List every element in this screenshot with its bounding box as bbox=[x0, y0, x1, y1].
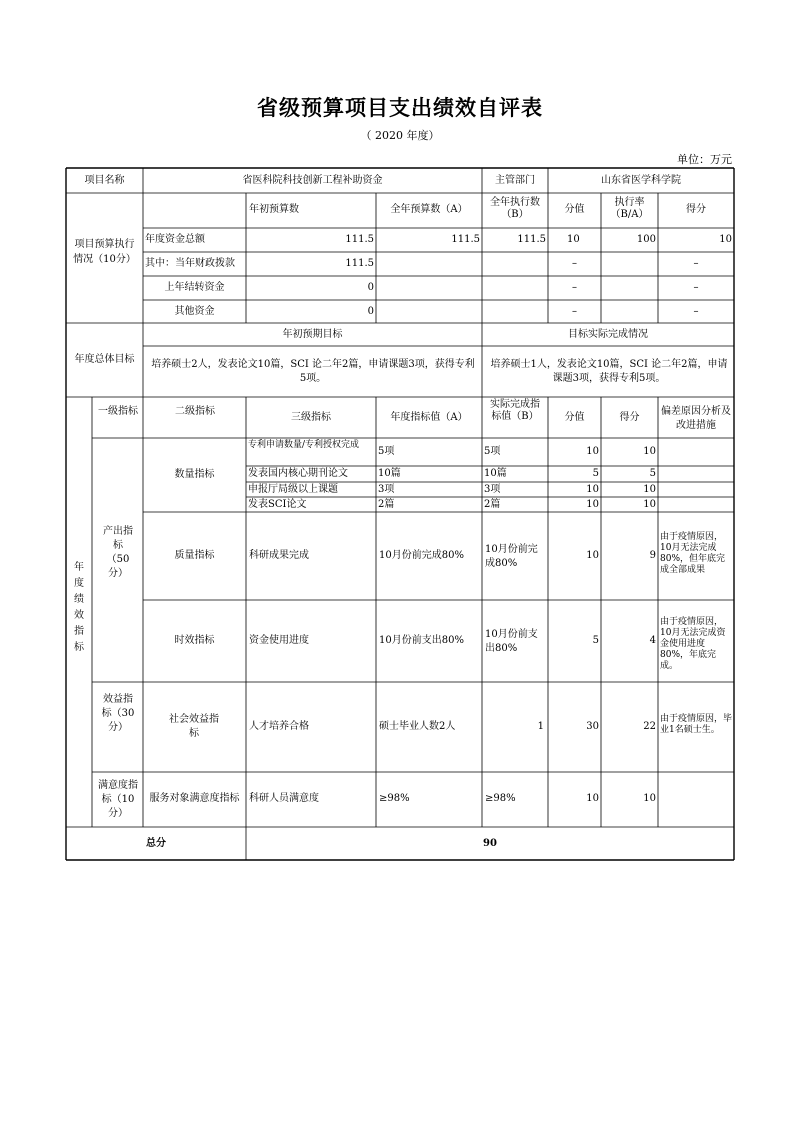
perf-section-label: 年度绩效指标 bbox=[74, 562, 84, 653]
goals-expected-text: 培养硕士2人，发表论文10篇，SCI 论二年2篇，申请课题3项，获得专利5项。 bbox=[151, 359, 475, 384]
social-row-score: 30 bbox=[586, 721, 599, 732]
timeliness-row-score: 5 bbox=[592, 635, 599, 646]
budget-row-score: – bbox=[572, 282, 577, 293]
budget-col-score: 分值 bbox=[564, 204, 585, 215]
quantity-row-name: 发表国内核心期刊论文 bbox=[248, 468, 348, 479]
budget-row-initial: 0 bbox=[367, 282, 374, 293]
social-row-got: 22 bbox=[643, 721, 656, 732]
quantity-row-target: 2篇 bbox=[378, 499, 395, 510]
budget-row-score: – bbox=[572, 258, 577, 269]
budget-row-score: 10 bbox=[567, 234, 580, 245]
budget-row-full: 111.5 bbox=[451, 234, 480, 245]
goals-section-label: 年度总体目标 bbox=[74, 354, 135, 365]
report-year: （ 2020 年度） bbox=[360, 129, 440, 142]
project-name-value: 省医科院科技创新工程补助资金 bbox=[242, 175, 383, 186]
social-row-name: 人才培养合格 bbox=[249, 721, 309, 732]
budget-row-label: 其他资金 bbox=[174, 306, 215, 317]
social-row-target: 硕士毕业人数2人 bbox=[379, 721, 456, 732]
service-indicator-label: 服务对象满意度指标 bbox=[149, 793, 240, 804]
timeliness-row-reason: 由于疫情原因，10月无法完成资金使用进度80%，年底完成。 bbox=[660, 617, 726, 671]
budget-col-rate: 执行率（B/A） bbox=[610, 197, 649, 220]
goals-expected-label: 年初预期目标 bbox=[282, 329, 343, 340]
timeliness-row-name: 资金使用进度 bbox=[249, 635, 309, 646]
timeliness-row-got: 4 bbox=[649, 635, 656, 646]
budget-row-initial: 0 bbox=[367, 306, 374, 317]
quantity-row-score: 10 bbox=[586, 446, 599, 457]
total-value: 90 bbox=[483, 838, 497, 849]
quantity-row-got: 5 bbox=[649, 468, 656, 479]
quantity-row-score: 10 bbox=[586, 499, 599, 510]
quality-row-reason: 由于疫情原因，10月无法完成80%，但年底完成全部成果 bbox=[660, 532, 726, 575]
service-row-target: ≥98% bbox=[379, 793, 410, 804]
quantity-row-actual: 2篇 bbox=[484, 499, 501, 510]
quantity-row-got: 10 bbox=[643, 446, 656, 457]
budget-row-initial: 111.5 bbox=[345, 258, 374, 269]
perf-header-level1: 一级指标 bbox=[98, 406, 138, 417]
budget-row-got: – bbox=[693, 258, 699, 269]
quantity-row-got: 10 bbox=[643, 499, 656, 510]
dept-value: 山东省医学科学院 bbox=[601, 175, 681, 186]
quantity-row-name: 申报厅局级以上课题 bbox=[248, 484, 338, 495]
output-indicator-label: 产出指标（50分） bbox=[103, 526, 133, 579]
budget-row-rate: 100 bbox=[636, 234, 656, 245]
quality-indicator-label: 质量指标 bbox=[174, 550, 215, 561]
quantity-row-score: 5 bbox=[592, 468, 599, 479]
social-indicator-label: 社会效益指标 bbox=[169, 714, 219, 739]
quantity-row-actual: 3项 bbox=[484, 484, 501, 495]
quality-row-score: 10 bbox=[586, 550, 599, 561]
project-name-label: 项目名称 bbox=[84, 175, 125, 186]
timeliness-row-actual: 10月份前支出80% bbox=[485, 629, 538, 654]
budget-row-label: 其中：当年财政拨款 bbox=[145, 258, 235, 269]
budget-row-got: 10 bbox=[719, 234, 732, 245]
social-row-reason: 由于疫情原因，毕业1名硕士生。 bbox=[660, 714, 733, 735]
budget-section-label: 项目预算执行情况（10分） bbox=[73, 239, 136, 265]
perf-header-level2: 二级指标 bbox=[175, 406, 215, 417]
perf-header-score: 分值 bbox=[564, 412, 585, 423]
quality-row-got: 9 bbox=[649, 550, 656, 561]
quality-row-target: 10月份前完成80% bbox=[379, 550, 464, 561]
budget-col-full: 全年预算数（A） bbox=[390, 204, 468, 215]
quality-row-name: 科研成果完成 bbox=[249, 550, 309, 561]
quantity-row-score: 10 bbox=[586, 484, 599, 495]
unit-label: 单位：万元 bbox=[677, 153, 732, 166]
benefit-indicator-label: 效益指标（30分） bbox=[101, 694, 135, 733]
quantity-row-name: 发表SCI论文 bbox=[248, 499, 307, 510]
quantity-row-name: 专利申请数量/专利授权完成 bbox=[248, 440, 360, 450]
budget-col-got: 得分 bbox=[686, 204, 706, 215]
quantity-row-actual: 10篇 bbox=[484, 468, 507, 479]
perf-header-reason: 偏差原因分析及改进措施 bbox=[661, 406, 731, 431]
dept-label: 主管部门 bbox=[495, 175, 535, 186]
quantity-row-actual: 5项 bbox=[484, 446, 501, 457]
service-row-actual: ≥98% bbox=[485, 793, 516, 804]
quantity-row-got: 10 bbox=[643, 484, 656, 495]
budget-row-got: – bbox=[693, 282, 699, 293]
budget-row-initial: 111.5 bbox=[345, 234, 374, 245]
social-row-actual: 1 bbox=[537, 721, 544, 732]
budget-col-exec: 全年执行数（B） bbox=[490, 197, 540, 220]
budget-col-initial: 年初预算数 bbox=[249, 204, 299, 215]
budget-row-exec: 111.5 bbox=[517, 234, 546, 245]
page-title: 省级预算项目支出绩效自评表 bbox=[257, 95, 543, 120]
service-row-got: 10 bbox=[643, 793, 656, 804]
goals-actual-label: 目标实际完成情况 bbox=[568, 329, 648, 340]
perf-header-actual: 实际完成指标值（B） bbox=[490, 399, 540, 422]
perf-header-target: 年度指标值（A） bbox=[390, 412, 468, 423]
quantity-indicator-label: 数量指标 bbox=[174, 469, 215, 480]
quality-row-actual: 10月份前完成80% bbox=[485, 544, 538, 569]
budget-row-score: – bbox=[572, 306, 577, 317]
timeliness-row-target: 10月份前支出80% bbox=[379, 635, 464, 646]
timeliness-indicator-label: 时效指标 bbox=[174, 635, 215, 646]
quantity-row-target: 5项 bbox=[378, 446, 395, 457]
budget-row-got: – bbox=[693, 306, 699, 317]
satisfaction-indicator-label: 满意度指标（10分） bbox=[98, 780, 138, 819]
goals-actual-text: 培养硕士1人，发表论文10篇，SCI 论二年2篇，申请课题3项，获得专利5项。 bbox=[490, 359, 728, 384]
quantity-row-target: 10篇 bbox=[378, 468, 401, 479]
quantity-row-target: 3项 bbox=[378, 484, 395, 495]
perf-header-got: 得分 bbox=[619, 412, 640, 423]
perf-header-level3: 三级指标 bbox=[291, 412, 331, 423]
total-label: 总分 bbox=[146, 838, 166, 849]
budget-row-label: 上年结转资金 bbox=[164, 282, 225, 293]
budget-row-label: 年度资金总额 bbox=[145, 234, 205, 245]
service-row-name: 科研人员满意度 bbox=[249, 793, 319, 804]
service-row-score: 10 bbox=[586, 793, 599, 804]
